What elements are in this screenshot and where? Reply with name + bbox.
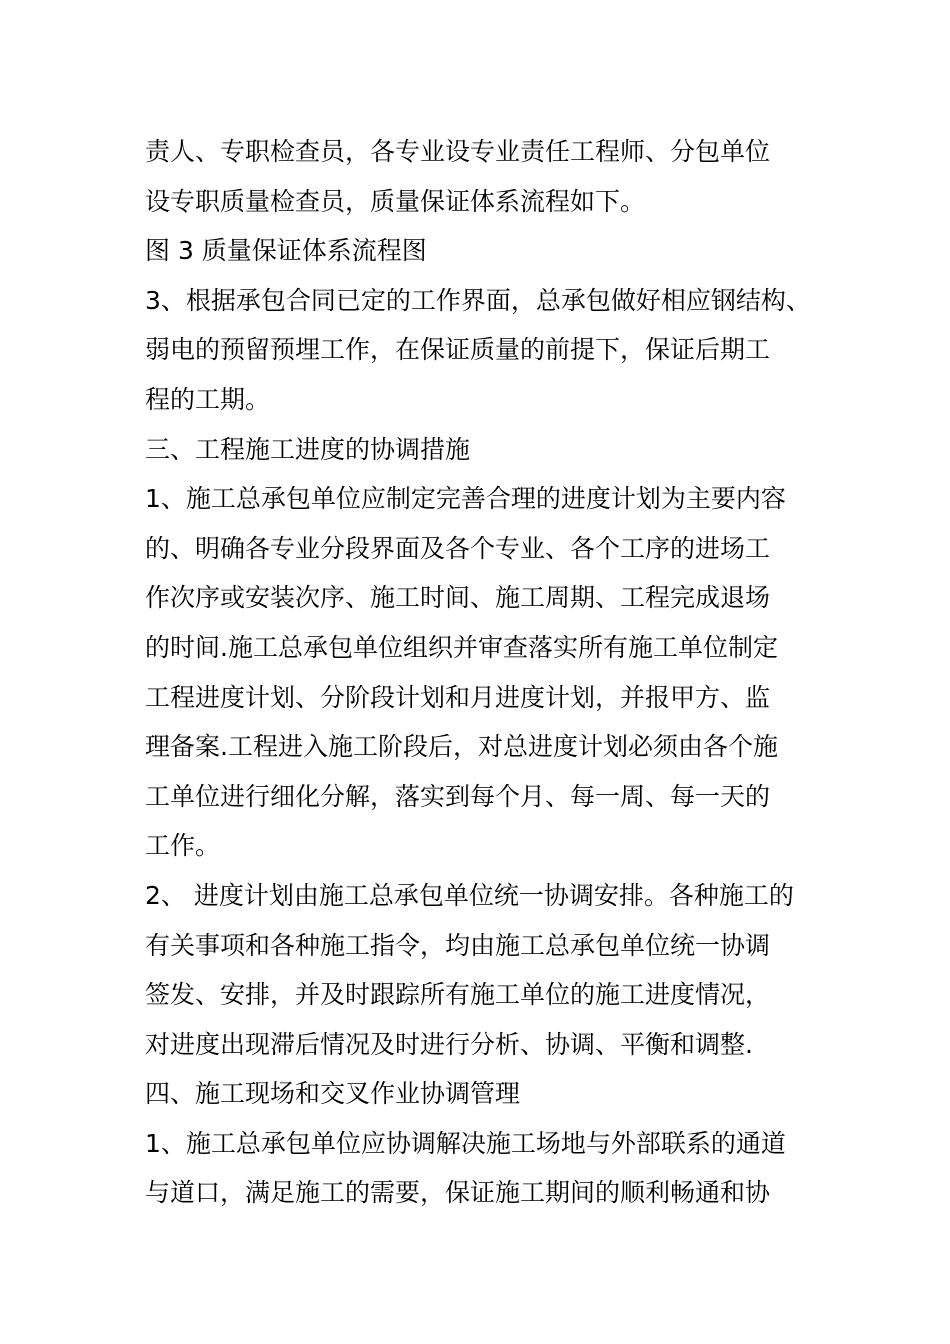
text-line: 的、明确各专业分段界面及各个专业、各个工序的进场工 <box>145 533 771 563</box>
text-line: 工作。 <box>145 831 221 861</box>
text-line: 作次序或安装次序、施工时间、施工周期、工程完成退场 <box>145 583 771 613</box>
section-heading: 四、施工现场和交叉作业协调管理 <box>145 1079 521 1109</box>
text-line: 签发、安排，并及时跟踪所有施工单位的施工进度情况， <box>145 980 771 1010</box>
text-line: 工单位进行细化分解，落实到每个月、每一周、每一天的 <box>145 781 771 811</box>
text-line: 与道口，满足施工的需要，保证施工期间的顺利畅通和协 <box>145 1178 771 1208</box>
text-line: 设专职质量检查员，质量保证体系流程如下。 <box>145 186 646 216</box>
text-line: 3、根据承包合同已定的工作界面，总承包做好相应钢结构、 <box>145 285 811 315</box>
text-line: 程的工期。 <box>145 384 271 414</box>
text-line: 弱电的预留预埋工作，在保证质量的前提下，保证后期工 <box>145 335 771 365</box>
text-line: 理备案.工程进入施工阶段后，对总进度计划必须由各个施 <box>145 732 778 762</box>
text-line: 责人、专职检查员，各专业设专业责任工程师、分包单位 <box>145 137 771 166</box>
figure-caption: 图 3 质量保证体系流程图 <box>145 236 427 266</box>
text-line: 的时间.施工总承包单位组织并审查落实所有施工单位制定 <box>145 632 778 662</box>
text-line: 有关事项和各种施工指令，均由施工总承包单位统一协调 <box>145 930 771 960</box>
text-line: 1、施工总承包单位应协调解决施工场地与外部联系的通道 <box>145 1128 786 1158</box>
text-line: 1、施工总承包单位应制定完善合理的进度计划为主要内容 <box>145 484 786 514</box>
text-line: 2、 进度计划由施工总承包单位统一协调安排。各种施工的 <box>145 880 794 910</box>
text-line: 对进度出现滞后情况及时进行分析、协调、平衡和调整. <box>145 1029 753 1059</box>
section-heading: 三、工程施工进度的协调措施 <box>145 434 471 464</box>
document-body <box>145 127 825 1218</box>
text-line: 工程进度计划、分阶段计划和月进度计划，并报甲方、监 <box>145 682 771 712</box>
